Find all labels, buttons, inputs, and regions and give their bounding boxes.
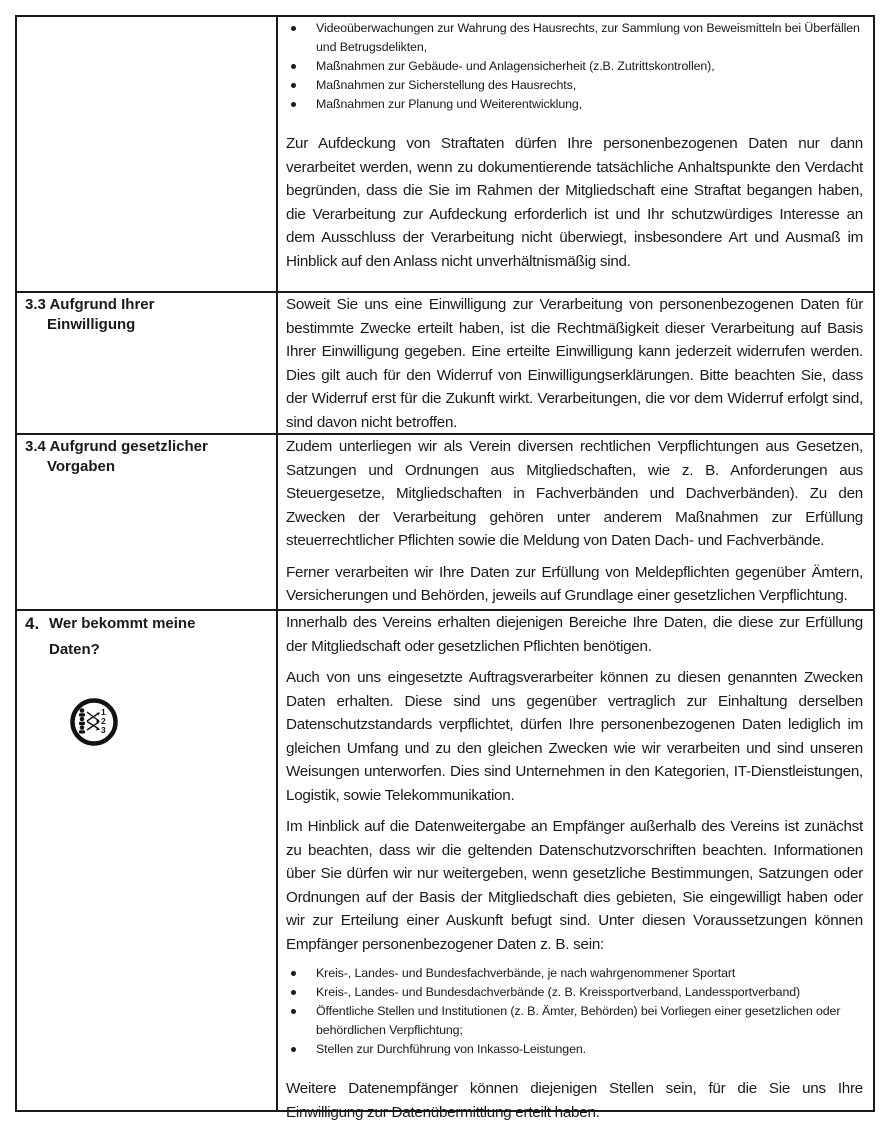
paragraph-auftragsverarbeiter: Auch von uns eingesetzte Auftragsverarbeiter können zu diesen genannten Zwecken Daten erhalten. Diese sind uns gegenüber vertraglich zur Einhaltung derselben Datenschutzstandards verpflichtet, dürfen Ihre personenbezogenen Daten lediglich im gleichen Umfang und zu den gleichen Zwecken wie wir verarbeiten und sind unseren Weisungen unterworfen. Dies sind Unternehmen in den Kategorien, IT-Dienstleistungen, Logistik, sowie Telekommunikation.	[286, 669, 863, 804]
heading-text	[49, 611, 195, 663]
paragraph-straftaten: Zur Aufdeckung von Straftaten dürfen Ihre personenbezogenen Daten nur dann verarbeitet werden, wenn zu dokumentierende tatsächliche Anhaltspunkte den Verdacht begründen, dass die Sie im Rahmen der Mitgliedschaft eine Straftat begangen haben, die Verarbeitung zur Aufdeckung erforderlich ist und Ihr schutzwürdiges Interesse an dem Ausschluss der Verarbeitung nicht überwiegt, insbesondere Art und Ausmaß im Hinblick auf den Anlass nicht unverhältnismäßig sind.	[286, 135, 863, 270]
heading-line-2: Vorgaben	[47, 458, 116, 475]
paragraph-externe-empfaenger: Im Hinblick auf die Datenweitergabe an Empfänger außerhalb des Vereins ist zunächst zu beachten, dass wir die geltenden Datenschutzvorschriften beachten. Informationen über Sie dürfen wir nur weitergeben, wenn gesetzliche Bestimmungen, Satzungen oder Ordnungen auf der Basis der Mitgliedschaft dies gebieten, Sie eingewilligt haben oder wir zur Erteilung einer Auskunft befugt sind. Unter diesen Voraussetzungen können Empfänger personenbezogener Daten z. B. sein:	[286, 818, 863, 953]
list-item: Stellen zur Durchführung von Inkasso-Leistungen.	[286, 1040, 863, 1059]
icon-label-1: 1	[101, 707, 106, 717]
table-row-4	[17, 609, 873, 1121]
heading-line-1: Wer bekommt meine	[49, 615, 196, 632]
section-heading-4	[25, 611, 268, 663]
list-item: Maßnahmen zur Gebäude- und Anlagensicherheit (z.B. Zutrittskontrollen),	[286, 57, 863, 76]
heading-line-2: Einwilligung	[47, 316, 136, 333]
table-row-3-4	[17, 433, 873, 609]
right-cell-4	[278, 611, 873, 1121]
section-heading-3-4	[25, 437, 268, 477]
right-cell-continuation	[278, 17, 873, 291]
icon-label-3: 3	[101, 725, 106, 735]
left-cell-4	[17, 611, 278, 1110]
list-item: Videoüberwachungen zur Wahrung des Hausrechts, zur Sammlung von Beweismitteln bei Überfällen und Betrugsdelikten,	[286, 19, 863, 57]
right-cell-3-3	[278, 293, 873, 433]
table-row-continuation	[17, 17, 873, 291]
privacy-policy-table	[15, 15, 875, 1121]
heading-number: 4.	[25, 614, 40, 633]
paragraph-weitere-empfaenger: Weitere Datenempfänger können diejenigen Stellen sein, für die Sie uns Ihre Einwilligung zur Datenübermittlung erteilt haben.	[286, 1080, 863, 1121]
table-row-3-3	[17, 291, 873, 433]
right-cell-3-4	[278, 435, 873, 609]
list-item: Maßnahmen zur Sicherstellung des Hausrechts,	[286, 76, 863, 95]
heading-line-2: Daten?	[49, 641, 100, 658]
paragraph-interne-empfaenger: Innerhalb des Vereins erhalten diejenigen Bereiche Ihre Daten, die diese zur Erfüllung der Mitgliedschaft oder gesetzlichen Pflichten benötigen.	[286, 614, 863, 655]
paragraph-einwilligung: Soweit Sie uns eine Einwilligung zur Verarbeitung von personenbezogenen Daten für bestimmte Zwecke erteilt haben, ist die Rechtmäßigkeit dieser Verarbeitung auf Basis Ihrer Einwilligung gegeben. Eine erteilte Einwilligung kann jederzeit widerrufen werden. Dies gilt auch für den Widerruf von Einwilligungserklärungen. Bitte beachten Sie, dass der Widerruf erst für die Zukunft wirkt. Verarbeitungen, die vor dem Widerruf erfolgt sind, sind davon nicht betroffen.	[286, 296, 863, 431]
paragraph-meldepflichten: Ferner verarbeiten wir Ihre Daten zur Erfüllung von Meldepflichten gegenüber Ämtern, Versicherungen und Behörden, jeweils auf Grundlage einer gesetzlichen Verpflichtung.	[286, 563, 863, 604]
recipient-bullet-list	[286, 964, 863, 1059]
heading-line-1: 3.3 Aufgrund Ihrer	[25, 296, 155, 313]
purpose-bullet-list	[286, 19, 863, 114]
left-cell-3-4	[17, 435, 278, 609]
section-heading-3-3	[25, 295, 268, 335]
list-item: Öffentliche Stellen und Institutionen (z. B. Ämter, Behörden) bei Vorliegen einer gesetzlichen oder behördlichen Verpflichtung;	[286, 1002, 863, 1040]
paragraph-gesetzliche-pflichten: Zudem unterliegen wir als Verein diversen rechtlichen Verpflichtungen aus Gesetzen, Satzungen und Ordnungen aus Mitgliedschaften, wie z. B. Anforderungen aus Steuergesetze, Mitgliedschaften in Fachverbänden und Dachverbänden). Zu den Zwecken der Verarbeitung gehören unter anderem Maßnahmen zur Erfüllung steuerrechtlicher Pflichten sowie die Meldung von Daten Dach- und Fachverbände.	[286, 438, 863, 549]
icon-label-2: 2	[101, 716, 106, 726]
heading-line-1: 3.4 Aufgrund gesetzlicher	[25, 438, 208, 455]
list-item: Kreis-, Landes- und Bundesfachverbände, je nach wahrgenommener Sportart	[286, 964, 863, 983]
left-cell-3-3	[17, 293, 278, 433]
list-item: Kreis-, Landes- und Bundesdachverbände (z. B. Kreissportverband, Landessportverband)	[286, 983, 863, 1002]
data-recipients-icon	[69, 697, 119, 747]
left-cell-empty	[17, 17, 278, 291]
list-item: Maßnahmen zur Planung und Weiterentwicklung,	[286, 95, 863, 114]
